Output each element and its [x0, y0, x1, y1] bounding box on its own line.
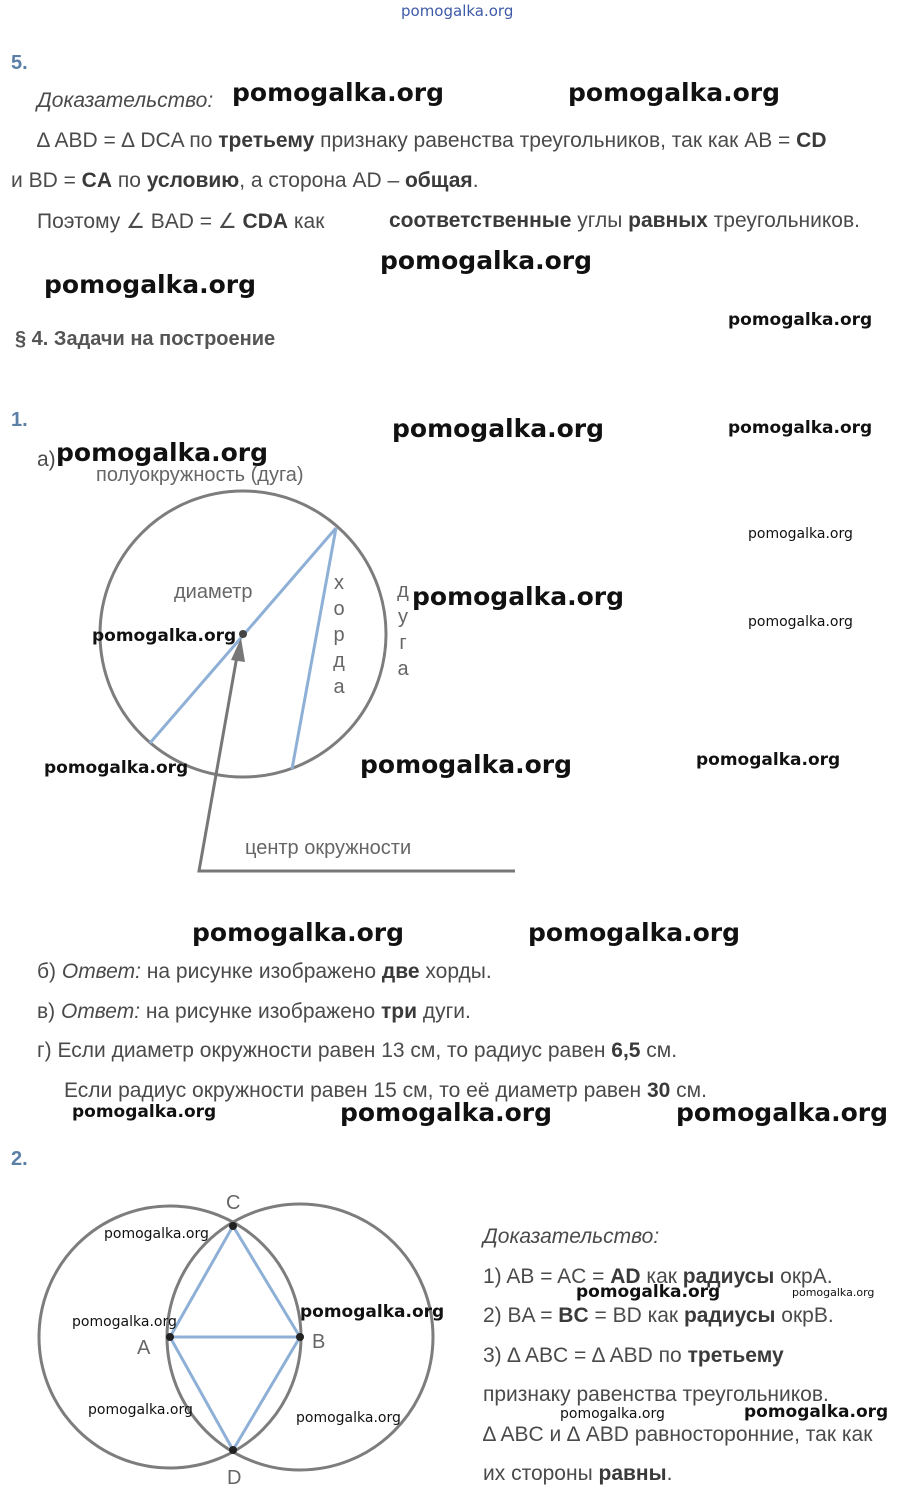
watermark: pomogalka.org: [744, 1402, 889, 1422]
top-watermark[interactable]: pomogalka.org: [401, 2, 514, 20]
text: их стороны: [483, 1462, 599, 1485]
bold-text: общая: [404, 169, 473, 192]
proof-line-3b: [389, 209, 860, 233]
bold-text: CDA: [242, 210, 289, 233]
bold-text: соответственные: [389, 209, 572, 232]
text: на рисунке изображено: [140, 960, 382, 983]
semicircle-label: полуокружность (дуга): [96, 464, 304, 486]
bold-text: 30: [646, 1079, 671, 1102]
text: 3) ∆ ABC = ∆ ABD по: [483, 1344, 688, 1367]
text: Если радиус окружности равен 15 см, то её диаметр равен: [64, 1079, 647, 1102]
point-c: [229, 1222, 237, 1230]
watermark: pomogalka.org: [192, 918, 405, 947]
label-c: C: [226, 1192, 241, 1214]
point-d: [229, 1446, 237, 1454]
watermark: pomogalka.org: [560, 1406, 665, 1422]
text: дуги.: [417, 1000, 471, 1023]
text: .: [472, 169, 479, 192]
bold-text: третьему: [218, 129, 315, 152]
answer-b: [37, 960, 492, 984]
answer-label: Ответ:: [60, 1000, 141, 1023]
task-number: 2.: [11, 1148, 28, 1170]
watermark: pomogalka.org: [232, 78, 445, 107]
text: г) Если диаметр окружности равен 13 см, то радиус равен: [37, 1039, 612, 1062]
proof2-line-3: [483, 1344, 784, 1368]
watermark: pomogalka.org: [792, 1286, 875, 1299]
text: по: [112, 169, 147, 192]
bold-text: радиусы: [682, 1265, 775, 1288]
watermark: pomogalka.org: [72, 1102, 217, 1122]
bold-text: равны: [598, 1462, 667, 1485]
watermark: pomogalka.org: [412, 582, 625, 611]
text: на рисунке изображено: [140, 1000, 382, 1023]
segment-bd: [233, 1337, 300, 1450]
watermark: pomogalka.org: [72, 1314, 177, 1330]
bold-text: две: [381, 960, 420, 983]
chord-letter: х: [334, 572, 344, 594]
proof2-line-6: [483, 1462, 672, 1486]
center-point: [239, 630, 247, 638]
part-label: а): [37, 448, 56, 471]
proof-label: Доказательство:: [37, 89, 214, 112]
text: окрB.: [775, 1304, 834, 1327]
text: углы: [571, 209, 629, 232]
watermark: pomogalka.org: [728, 310, 873, 330]
text: и BD =: [11, 169, 82, 192]
text: ∆ ABD = ∆ DCA по: [37, 129, 219, 152]
text: хорды.: [419, 960, 492, 983]
watermark: pomogalka.org: [44, 758, 189, 778]
text: в): [37, 1000, 61, 1023]
watermark: pomogalka.org: [56, 438, 269, 467]
bold-text: 6,5: [611, 1039, 641, 1062]
text: окрA.: [774, 1265, 833, 1288]
text: см.: [670, 1079, 707, 1102]
task-number: 1.: [11, 409, 28, 431]
text: см.: [640, 1039, 678, 1062]
chord-letter: р: [333, 624, 345, 646]
bold-text: BC: [558, 1304, 589, 1327]
bold-text: три: [381, 1000, 418, 1023]
bold-text: радиусы: [683, 1304, 776, 1327]
watermark: pomogalka.org: [300, 1302, 445, 1322]
watermark: pomogalka.org: [296, 1410, 401, 1426]
watermark: pomogalka.org: [104, 1226, 209, 1242]
watermark: pomogalka.org: [340, 1098, 553, 1127]
text: как: [288, 210, 325, 233]
text: треугольников.: [707, 209, 860, 232]
watermark: pomogalka.org: [568, 78, 781, 107]
watermark: pomogalka.org: [528, 918, 741, 947]
arc-letter: г: [399, 632, 407, 654]
proof2-line-4: признаку равенства треугольников.: [483, 1383, 829, 1406]
watermark: pomogalka.org: [392, 414, 605, 443]
circle-figure: [0, 460, 560, 880]
arc-letter: у: [398, 606, 408, 628]
bold-text: третьему: [687, 1344, 784, 1367]
arc-letter: д: [397, 580, 409, 602]
watermark: pomogalka.org: [88, 1402, 193, 1418]
label-a: A: [137, 1337, 151, 1359]
text: 2) BA =: [483, 1304, 559, 1327]
text: 1) AB = AC =: [483, 1265, 611, 1288]
watermark: pomogalka.org: [576, 1282, 721, 1302]
watermark: pomogalka.org: [748, 526, 853, 542]
proof-label-2: Доказательство:: [483, 1225, 660, 1248]
point-a: [166, 1333, 174, 1341]
proof2-line-2: [483, 1304, 834, 1328]
answer-label: Ответ:: [61, 960, 141, 983]
chord-letter: а: [333, 676, 345, 698]
watermark: pomogalka.org: [728, 418, 873, 438]
bold-text: равных: [628, 209, 708, 232]
watermark: pomogalka.org: [696, 750, 841, 770]
two-circles-figure: [0, 1180, 460, 1500]
chord-label: [329, 570, 349, 700]
chord-letter: д: [333, 650, 345, 672]
text: = BD как: [588, 1304, 684, 1327]
watermark: pomogalka.org: [92, 626, 237, 646]
arc-label: [393, 578, 413, 682]
watermark: pomogalka.org: [748, 614, 853, 630]
text: признаку равенства треугольников, так как AB =: [314, 129, 797, 152]
text: , а сторона AD –: [239, 169, 405, 192]
bold-text: CA: [81, 169, 113, 192]
bold-text: AD: [610, 1265, 641, 1288]
watermark: pomogalka.org: [676, 1098, 889, 1127]
arc-letter: а: [397, 658, 409, 680]
watermark: pomogalka.org: [360, 750, 573, 779]
point-b: [296, 1333, 304, 1341]
answer-v: [37, 1000, 471, 1024]
diameter-label: диаметр: [174, 581, 253, 603]
text: .: [666, 1462, 673, 1485]
bold-text: CD: [796, 129, 827, 152]
watermark: pomogalka.org: [380, 246, 593, 275]
section-title: § 4. Задачи на построение: [15, 328, 276, 350]
proof-line-2: [11, 169, 479, 193]
task-number: 5.: [11, 52, 28, 74]
label-b: B: [312, 1331, 326, 1353]
text: б): [37, 960, 62, 983]
proof2-line-5: ∆ ABC и ∆ ABD равносторонние, так как: [483, 1423, 873, 1446]
proof-line-3a: [37, 209, 324, 234]
label-d: D: [227, 1467, 242, 1489]
chord-letter: о: [333, 598, 345, 620]
watermark: pomogalka.org: [44, 270, 257, 299]
text: как: [640, 1265, 683, 1288]
bold-text: условию: [146, 169, 240, 192]
answer-g: [37, 1039, 677, 1063]
text: Поэтому ∠ BAD = ∠: [37, 210, 243, 233]
center-label: центр окружности: [245, 837, 412, 859]
proof-line-1: [37, 129, 827, 153]
